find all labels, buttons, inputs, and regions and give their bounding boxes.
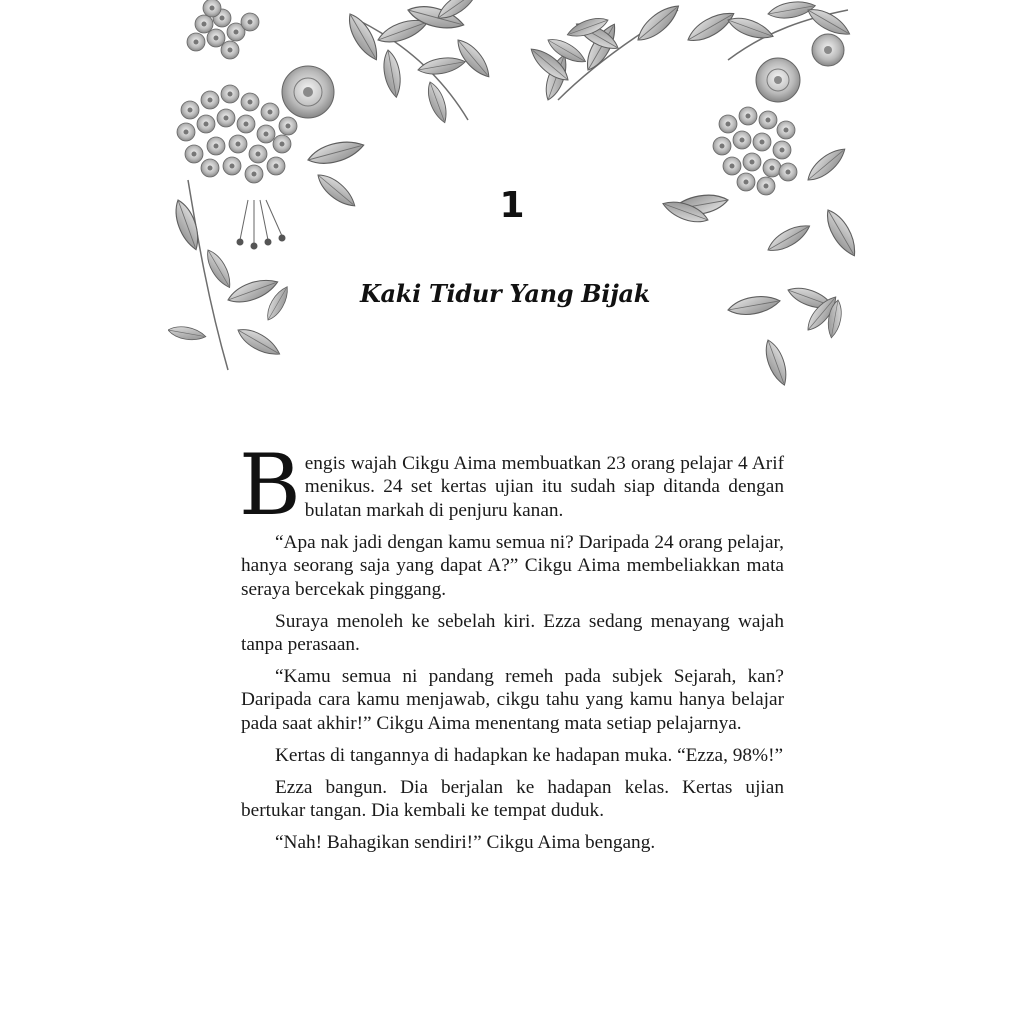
paragraph-3: Suraya menoleh ke sebelah kiri. Ezza sedang menayang wajah tanpa perasaan. [241,610,784,656]
hydrangea-floral-icon [168,0,366,370]
chapter-number: 1 [499,185,525,226]
paragraph-6: Ezza bangun. Dia berjalan ke hadapan kelas. Kertas ujian bertukar tangan. Dia kembali ke tempat duduk. [241,776,784,822]
paragraph-1-text: engis wajah Cikgu Aima membuatkan 23 orang pelajar 4 Arif menikus. 24 set kertas ujian itu sudah siap ditanda dengan bulatan markah di penjuru kanan. [304,453,784,521]
paragraph-5: Kertas di tangannya di hadapkan ke hadapan muka. “Ezza, 98%!” [275,744,784,766]
chapter-title: Kaki Tidur Yang Bijak [359,279,651,308]
drop-cap: B [239,436,301,534]
paragraph-2: “Apa nak jadi dengan kamu semua ni? Daripada 24 orang pelajar, hanya seorang saja yang dapat A?” Cikgu Aima membeliakkan mata seraya bercekak pinggang. [241,531,784,600]
paragraph-1 [239,436,784,534]
chapter-body [239,436,784,863]
paragraph-4: “Kamu semua ni pandang remeh pada subjek Sejarah, kan? Daripada cara kamu menjawab, cikgu tahu yang kamu hanya belajar pada saat akhir!” Cikgu Aima menentang mata setiap pelajarnya. [241,666,784,734]
leaf-branch-icon [343,0,684,125]
paragraph-7: “Nah! Bahagikan sendiri!” Cikgu Aima bengang. [275,832,656,854]
